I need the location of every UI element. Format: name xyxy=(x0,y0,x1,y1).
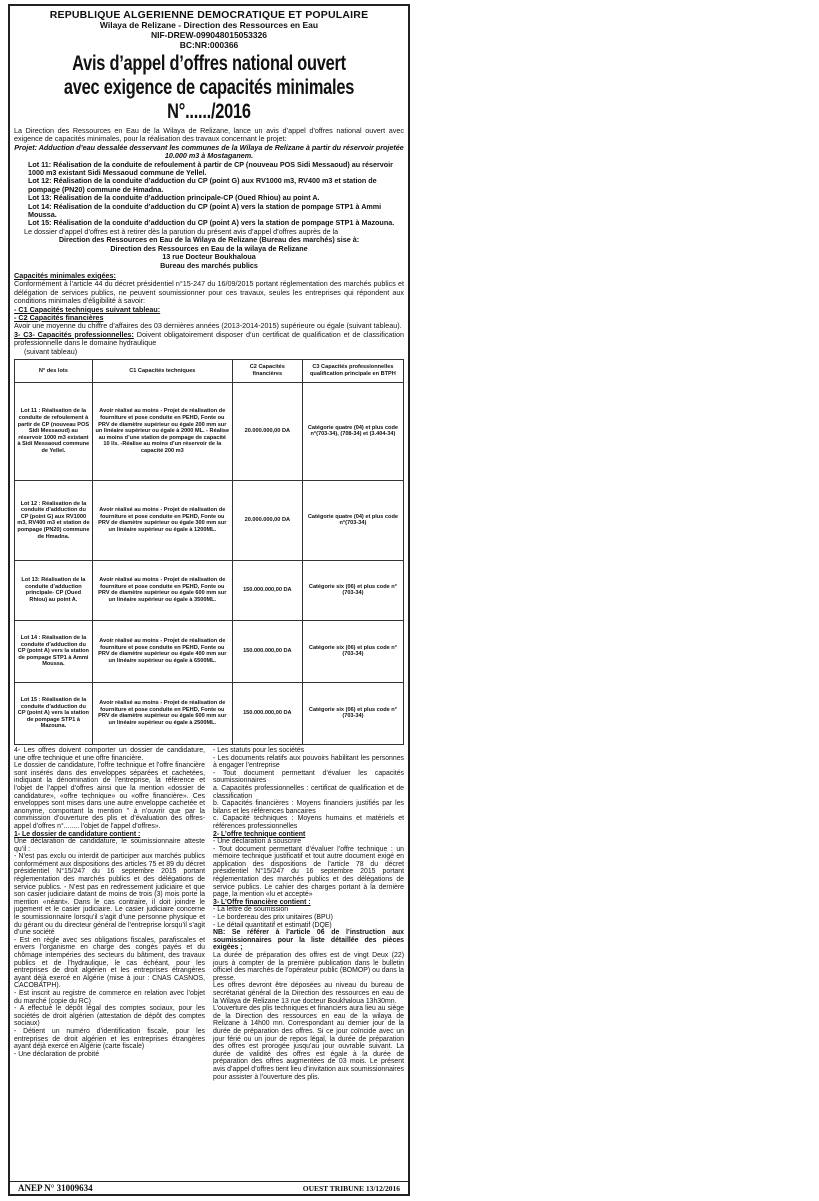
wilaya-line: Wilaya de Relizane - Direction des Ressources en Eau xyxy=(99,20,319,30)
table-row xyxy=(15,560,404,620)
c3-cell: Catégorie six (06) et plus code n°(703-34) xyxy=(302,620,403,682)
address-line-2: 13 rue Docteur Boukhaloua xyxy=(162,252,256,262)
retrait-text: Le dossier d’appel d’offres est à retirer dès la parution du présent avis d’appel d’offres auprès de la xyxy=(24,226,339,236)
c1-cell: Avoir réalisé au moins - Projet de réalisation de fourniture et pose conduite en PEHD, Fonte ou PRV de diamètre supérieur ou égale 400 mm sur un linéaire supérieur ou égale à 6500ML. xyxy=(92,620,232,682)
tender-notice xyxy=(8,4,410,1196)
footer-bar xyxy=(10,1181,408,1194)
c3-paragraph xyxy=(14,331,404,348)
retrait-bold: Direction des Ressources en Eau de la Wilaya de Relizane (Bureau des marchés) sise à: xyxy=(58,235,360,245)
republic-line: REPUBLIQUE ALGERIENNE DEMOCRATIQUE ET POPULAIRE xyxy=(49,9,369,21)
lot-cell: Lot 12 : Réalisation de la conduite d’adduction du CP (point G) aux RV1000 m3, RV400 m3 et station de pompage (PN20) commune de Hmadna. xyxy=(15,480,93,560)
c2-cell: 20.000.000,00 DA xyxy=(232,382,302,480)
c2-text: Avoir une moyenne du chiffre d’affaires des 03 dernières années (2013-2014-2015) supérieure ou égale (suivant tableau). xyxy=(14,321,402,331)
c2-cell: 150.000.000,00 DA xyxy=(232,560,302,620)
body-paragraph: a. Capacités professionnelles : certificat de qualification et de classification xyxy=(213,784,404,800)
lots-list xyxy=(14,161,404,228)
section-heading: 3- L’Offre financière contient : xyxy=(213,898,311,906)
c1-cell: Avoir réalisé au moins - Projet de réalisation de fourniture et pose conduite en PEHD, Fonte ou PRV de diamètre supérieur ou égale 600 mm sur un linéaire supérieur ou égale à 3500ML. xyxy=(92,560,232,620)
c3-text: Doivent obligatoirement disposer d’un certificat de qualification et de classification professionnelle dans le domaine hydraulique xyxy=(14,329,405,348)
c2-cell: 20.000.000,00 DA xyxy=(232,480,302,560)
table-row xyxy=(15,382,404,480)
body-paragraph: - Tout document permettant d’évaluer les capacités soumissionnaires xyxy=(213,769,404,785)
table-row xyxy=(15,620,404,682)
section-heading: 1- Le dossier de candidature contient : xyxy=(14,830,141,838)
capacity-table xyxy=(14,359,404,745)
body-paragraph: - Une déclaration à souscrire xyxy=(213,838,302,846)
lots-list-item: Lot 15: Réalisation de la conduite d’adduction du CP (point A) vers la station de pompage STP1 à Mazouna. xyxy=(28,218,395,228)
title-line-2: avec exigence de capacités minimales N°....../2016 xyxy=(63,76,355,123)
body-paragraph: c. Capacité techniques : Moyens humains et matériels et références professionnelles xyxy=(213,815,404,830)
c2-cell: 150.000.000,00 DA xyxy=(232,620,302,682)
body-paragraph: - Est en règle avec ses obligations fiscales, parafiscales et envers l’organisme en charge des congés payés et du chômage intempéries des secteurs du bâtiment, des travaux publics et de l’hydraulique, le cas échéant, pour les entreprises de droit algérien et les entreprises étrangères ayant déjà exercé en Algérie (mise à jour : CNAS CASNOS, CACOBATPH). xyxy=(14,936,205,990)
c1-heading: - C1 Capacités techniques suivant tableau: xyxy=(14,304,161,314)
c3-heading: 3- C3- Capacités professionnelles: xyxy=(14,329,134,339)
journal-date: OUEST TRIBUNE 13/12/2016 xyxy=(302,1183,400,1193)
c3-cell: Catégorie quatre (04) et plus code n°(703-34), (708-34) et (3.404-34) xyxy=(302,382,403,480)
body-paragraph: - Est inscrit au registre de commerce en relation avec l’objet du marché (copie du RC) xyxy=(14,989,205,1005)
address-line-1: Direction des Ressources en Eau de la wilaya de Relizane xyxy=(110,243,308,253)
lots-list-item: Lot 14: Réalisation de la conduite d’adduction du CP (point A) vers la station de pompage STP1 à Ammi Moussa. xyxy=(28,201,382,220)
section-heading: 2- L’offre technique contient xyxy=(213,830,306,838)
title-line-1: Avis d’appel d’offres national ouvert xyxy=(72,52,346,75)
body-paragraph: - N’est pas exclu ou interdit de participer aux marchés publics conformément aux dispositions des articles 75 et 89 du décret présidentiel N°15/247 du 16 septembre 2015 portant réglementation des marchés publics et des délégations de service publics. - N’est pas en redressement judiciaire et que son casier judiciaire datant de moins de trois (3) mois porte la mention «néant». Dans le cas contraire, il doit joindre le jugement et le casier judiciaire. Le casier judiciaire concerne le soumissionnaire lorsqu’il s’agit d’une personne physique et du gérant ou du directeur général de l’entreprise lorsqu’il s’agit d’une société xyxy=(14,853,205,937)
body-paragraph: L’ouverture des plis techniques et financiers aura lieu au siège de la Direction des ressources en eau de la wilaya de Relizane à 14h00 mn. Correspondant au dernier jour de la durée de préparation des offres. Si ce jour coïncide avec un jour férié ou un jour de repos légal, la durée de préparation des offres est prorogée jusqu’au jour ouvrable suivant. La durée de validité des offres est égale à la durée de préparation des offres augmentées de 03 mois. Le présent avis d’appel d’offres tient lieu d’invitation aux soumissionnaires pour assister à l’ouverture des plis. xyxy=(213,1005,405,1081)
intro-text: La Direction des Ressources en Eau de la Wilaya de Relizane, lance un avis d’appel d’offres national ouvert avec exigence de capacités minimales, pour la réalisation des travaux concernant le projet: xyxy=(14,126,404,144)
c2-cell: 150.000.000,00 DA xyxy=(232,682,302,744)
two-column-body xyxy=(14,747,404,1081)
c3-cell: Catégorie six (06) et plus code n°(703-34) xyxy=(302,560,403,620)
c1-cell: Avoir réalisé au moins - Projet de réalisation de fourniture et pose conduite en PEHD, Fonte ou PRV de diamètre supérieur ou égale 200 mm sur un linéaire supérieur ou égale à 2000 ML. - Réalise au moins d’une station de pompage de capacité 10 l/s. -Réalise au moins d’un réservoir de la capacité 200 m3 xyxy=(92,382,232,480)
table-header-row xyxy=(15,359,404,382)
c2-heading: - C2 Capacités financières xyxy=(14,312,104,322)
left-column xyxy=(14,747,205,1081)
address-line-3: Bureau des marchés publics xyxy=(160,260,258,270)
c1-cell: Avoir réalisé au moins - Projet de réalisation de fourniture et pose conduite en PEHD, Fonte ou PRV de diamètre supérieur ou égale 600 mm sur un linéaire supérieur ou égale à 2500ML. xyxy=(92,682,232,744)
c1-cell: Avoir réalisé au moins - Projet de réalisation de fourniture et pose conduite en PEHD, Fonte ou PRV de diamètre supérieur ou égale 300 mm sur un linéaire supérieur ou égale à 1200ML. xyxy=(92,480,232,560)
header-block xyxy=(14,10,404,50)
column-header: N° des lots xyxy=(15,359,93,382)
lot-cell: Lot 13: Réalisation de la conduite d’adduction principale- CP (Oued Rhiou) au point A. xyxy=(15,560,93,620)
body-paragraph: Une déclaration de candidature, le soumissionnaire atteste qu’il : xyxy=(14,838,205,853)
nb-note: NB: Se référer à l’article 06 de l’instruction aux soumissionnaires pour la liste détaillée des pièces exigées ; xyxy=(213,929,404,952)
lots-list-item: Lot 12: Réalisation de la conduite d’adduction du CP (point G) aux RV1000 m3, RV400 m3 et station de pompage (PN20) commune de Hmadna. xyxy=(28,176,377,194)
column-header: C3 Capacités professionnelles qualification principale en BTPH xyxy=(302,359,403,382)
table-row xyxy=(15,682,404,744)
notice-title xyxy=(26,52,393,124)
body-paragraph: - Les documents relatifs aux pouvoirs habilitant les personnes à engager l’entreprise xyxy=(213,754,404,770)
body-paragraph: Le dossier de candidature, l’offre technique et l’offre financière sont insérés dans des enveloppes séparées et cachetées, indiquant la dénomination de l’entreprise, la référence et l’objet de l’appel d’offres ainsi que la mention «dossier de candidature», «offre technique» ou «offre financière». Ces enveloppes sont mises dans une autre enveloppe cachetée et anonyme, comportant la mention " à n’ouvrir que par la commission d’ouverture des plis et d’évaluation des offres- appel d’offres n°........ l’objet de l’appel d’offres». xyxy=(14,762,205,830)
body-paragraph: b. Capacités financières : Moyens financiers justifiés par les bilans et les références bancaires xyxy=(213,800,404,815)
c3-cell: Catégorie six (06) et plus code n°(703-34) xyxy=(302,682,403,744)
body-paragraph: - Une déclaration de probité xyxy=(14,1050,100,1058)
bc-line: BC:NR:000366 xyxy=(179,40,239,50)
capacites-text: Conformément à l’article 44 du décret présidentiel n°15-247 du 16/09/2015 portant réglementation des marchés publics et délégation de services publics, ne peuvent soumissionner pour ces travaux, seules les entreprises qui répondent aux conditions minimales d’éligibilité à savoir: xyxy=(14,279,404,306)
body-paragraph: - Le détail quantitatif et estimatif (DQE) xyxy=(213,921,332,929)
capacites-heading: Capacités minimales exigées: xyxy=(14,270,116,280)
body-paragraph: - Les statuts pour les sociétés xyxy=(213,746,305,754)
lot-cell: Lot 15 : Réalisation de la conduite d’adduction du CP (point A) vers la station de pompage STP1 à Mazouna. xyxy=(15,682,93,744)
c3-cell: Catégorie quatre (04) et plus code n°(703-34) xyxy=(302,480,403,560)
nif-line: NIF-DREW-099048015053326 xyxy=(150,30,268,40)
lots-list-item: Lot 11: Réalisation de la conduite de refoulement à partir de CP (nouveau POS Sidi Messaoud) au réservoir 1000 m3 existant Sidi Messaoud commune de Yellel. xyxy=(28,159,393,178)
lot-cell: Lot 11 : Réalisation de la conduite de refoulement à partir de CP (nouveau POS Sidi Messaoud) au réservoir 1000 m3 existant à Sidi Messaoud commune de Yellel. xyxy=(15,382,93,480)
column-header: C2 Capacités financières xyxy=(232,359,302,382)
table-row xyxy=(15,480,404,560)
c3-tail: (suivant tableau) xyxy=(24,346,78,356)
body-paragraph: 4- Les offres doivent comporter un dossier de candidature, une offre technique et une offre financière. xyxy=(14,746,205,762)
column-header: C1 Capacités techniques xyxy=(92,359,232,382)
body-paragraph: - Le bordereau des prix unitaires (BPU) xyxy=(213,914,333,922)
lot-cell: Lot 14 : Réalisation de la conduite d’adduction du CP (point A) vers la station de pompage STP1 à Ammi Moussa. xyxy=(15,620,93,682)
body-paragraph: - La lettre de soumission xyxy=(213,906,289,914)
anep-number: ANEP N° 31009634 xyxy=(18,1183,93,1193)
projet-text: Projet: Adduction d’eau dessalée desservant les communes de la Wilaya de Relizane à partir du réservoir projetée 10.000 m3 à Mostaganem. xyxy=(14,142,404,161)
body-paragraph: La durée de préparation des offres est de vingt Deux (22) jours à compter de la première publication dans le bulletin officiel des marchés de l’opérateur public (BOMOP) ou dans la presse. xyxy=(213,952,404,982)
lots-list-item: Lot 13: Réalisation de la conduite d’adduction principale-CP (Oued Rhiou) au point A. xyxy=(28,193,320,203)
body-paragraph: - A effectué le dépôt légal des comptes sociaux, pour les sociétés de droit algérien (attestation de dépôt des comptes sociaux) xyxy=(14,1005,205,1028)
body-paragraph: - Détient un numéro d’identification fiscale, pour les entreprises de droit algérien et les entreprises étrangères ayant déjà exercé en Algérie (carte fiscale) xyxy=(14,1027,205,1051)
body-paragraph: - Tout document permettant d’évaluer l’offre technique : un mémoire technique justificatif et tout autre document exigé en application des dispositions de l’article 78 du décret présidentiel N°15/247 du 16 septembre 2015 portant réglementation des marchés publics et des délégations de service publics. Le cahier des charges portant à la dernière page, la mention «lu et accepté» xyxy=(213,845,404,899)
right-column xyxy=(213,747,404,1081)
body-paragraph: Les offres devront être déposées au niveau du bureau de secrétariat général de la Direction des ressources en eau de la Wilaya de Relizane 13 rue docteur Boukhaloua 13h30mn. xyxy=(213,982,404,1005)
